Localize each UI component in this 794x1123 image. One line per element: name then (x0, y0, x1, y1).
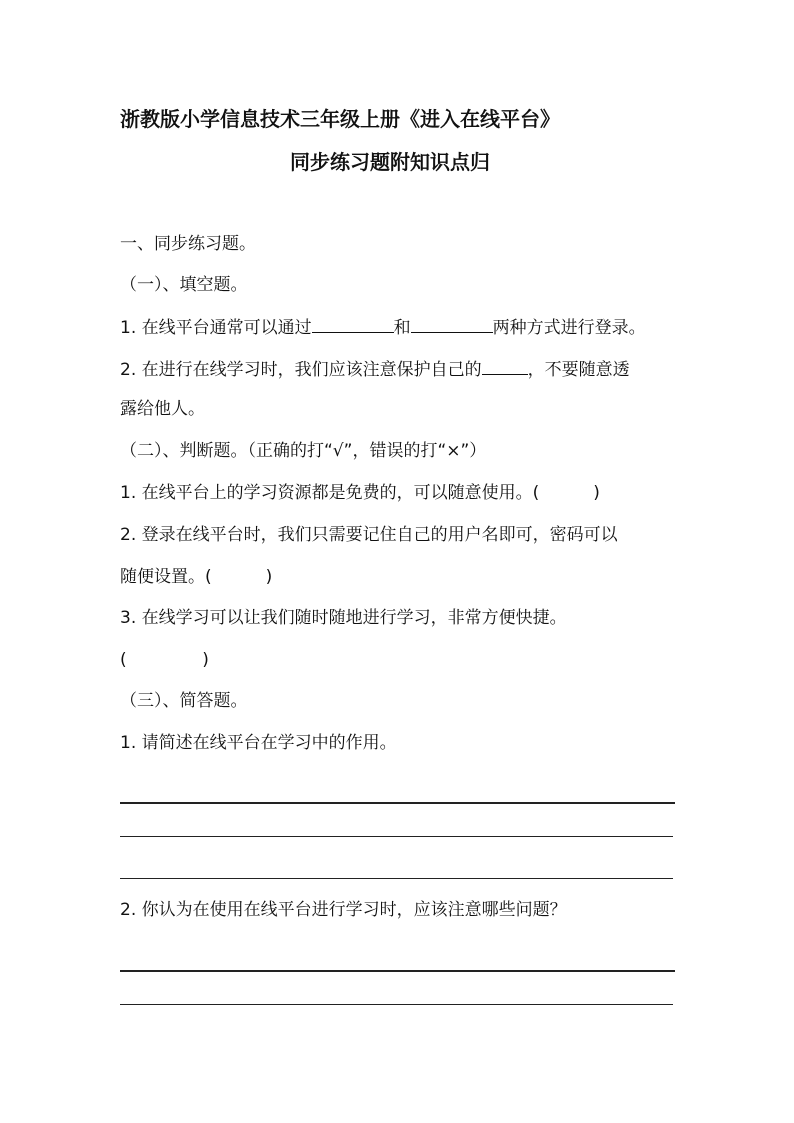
answer-line[interactable] (120, 802, 675, 804)
fill-question-2-continuation: 露给他人。 (120, 399, 205, 419)
part-heading-true-false: （二）、判断题。（正确的打“√”，错误的打“×”） (120, 441, 487, 461)
question-text: 两种方式进行登录。 (492, 318, 646, 338)
answer-blank[interactable] (312, 314, 394, 333)
answer-parentheses[interactable]: ( ) (532, 483, 600, 503)
fill-question-1 (120, 314, 646, 340)
judge-question-3-answer (120, 648, 209, 672)
answer-line[interactable] (120, 1004, 673, 1005)
part-heading-short-answer: （三）、简答题。 (120, 691, 248, 711)
question-text: 1. 在线平台通常可以通过 (120, 318, 312, 338)
answer-blank[interactable] (411, 314, 493, 333)
document-title: 浙教版小学信息技术三年级上册《进入在线平台》 (120, 107, 560, 131)
question-text: ，不要随意透 (527, 360, 630, 380)
answer-line[interactable] (120, 836, 673, 837)
judge-question-2-continuation (120, 565, 272, 589)
short-answer-question-2: 2. 你认为在使用在线平台进行学习时，应该注意哪些问题？ (120, 900, 567, 920)
question-text: 1. 在线平台上的学习资源都是免费的，可以随意使用。 (120, 483, 533, 503)
answer-line[interactable] (120, 970, 675, 972)
judge-question-1 (120, 481, 600, 505)
part-heading-fill-in: （一）、填空题。 (120, 275, 248, 295)
document-subtitle: 同步练习题附知识点归 (290, 150, 490, 174)
question-text: 2. 在进行在线学习时，我们应该注意保护自己的 (120, 360, 482, 380)
answer-blank[interactable] (482, 356, 528, 375)
judge-question-3: 3. 在线学习可以让我们随时随地进行学习，非常方便快捷。 (120, 608, 567, 628)
judge-question-2: 2. 登录在线平台时，我们只需要记住自己的用户名即可，密码可以 (120, 525, 618, 545)
answer-line[interactable] (120, 878, 673, 879)
section-heading: 一、同步练习题。 (120, 234, 256, 254)
fill-question-2 (120, 356, 630, 382)
answer-parentheses[interactable]: ( ) (120, 650, 209, 670)
question-text: 随便设置。 (120, 567, 205, 587)
question-text: 和 (393, 318, 411, 338)
answer-parentheses[interactable]: ( ) (205, 567, 273, 587)
short-answer-question-1: 1. 请简述在线平台在学习中的作用。 (120, 733, 397, 753)
